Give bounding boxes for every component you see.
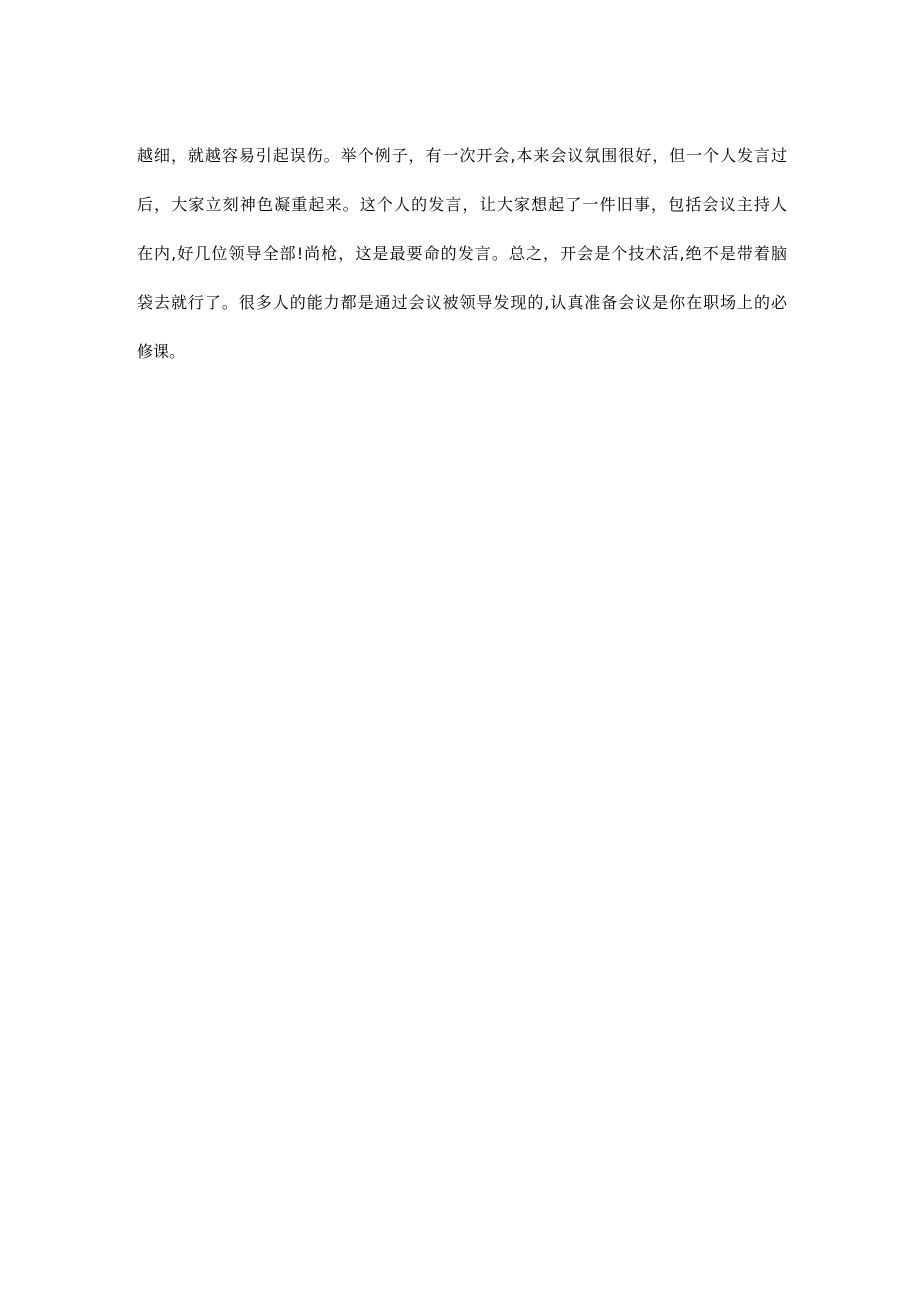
text-line-3: 在内,好几位领导全部!尚枪，这是最要命的发言。总之，开会是个技术活,绝不是带着脑: [137, 244, 787, 263]
text-line-4: 袋去就行了。很多人的能力都是通过会议被领导发现的,认真准备会议是你在职场上的必: [137, 293, 787, 312]
text-line-1: 越细，就越容易引起误伤。举个例子，有一次开会,本来会议氛围很好，但一个人发言过: [137, 146, 787, 165]
text-line-2: 后，大家立刻神色凝重起来。这个人的发言，让大家想起了一件旧事，包括会议主持人: [137, 195, 787, 214]
body-paragraph: [137, 131, 787, 376]
text-line-5: 修课。: [137, 342, 186, 361]
